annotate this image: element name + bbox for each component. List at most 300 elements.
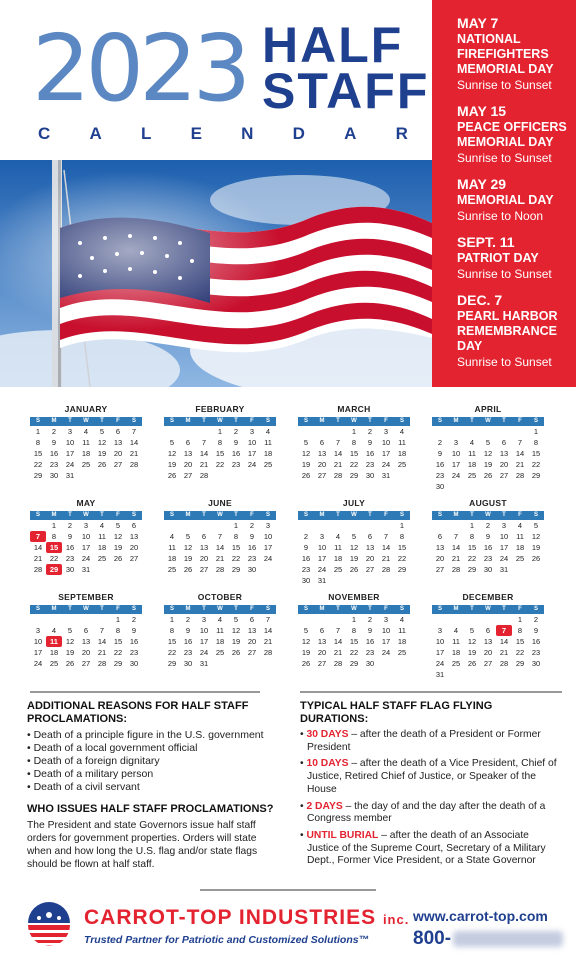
day-cell: 9 bbox=[233, 438, 239, 447]
empty-day-cell bbox=[212, 520, 228, 531]
day-cell: 14 bbox=[215, 543, 225, 552]
day-cell: 12 bbox=[231, 626, 241, 635]
day-cell: 2 bbox=[51, 427, 57, 436]
weekday-label: W bbox=[83, 512, 89, 518]
day-cell: 12 bbox=[531, 532, 541, 541]
weekday-label: W bbox=[351, 512, 357, 518]
empty-day-cell bbox=[362, 520, 378, 531]
day-cell: 18 bbox=[167, 554, 177, 563]
day-cell: 11 bbox=[216, 626, 224, 635]
month-calendar bbox=[298, 498, 410, 584]
weekday-label: W bbox=[217, 418, 223, 424]
duration-text: – the day of and the day after the death of a Congress member bbox=[307, 800, 546, 825]
empty-day-cell bbox=[94, 614, 110, 625]
weekday-header bbox=[432, 511, 544, 520]
day-cell: 23 bbox=[129, 648, 139, 657]
weekday-label: T bbox=[368, 418, 372, 424]
day-cell: 16 bbox=[483, 543, 493, 552]
day-cell: 20 bbox=[365, 554, 375, 563]
day-cell: 28 bbox=[129, 460, 139, 469]
day-cell: 14 bbox=[333, 449, 343, 458]
day-cell: 3 bbox=[83, 521, 89, 530]
day-cell: 10 bbox=[65, 438, 75, 447]
day-cell: 22 bbox=[467, 554, 477, 563]
subtitle-letter: L bbox=[141, 124, 152, 143]
title-half: HALF bbox=[262, 17, 404, 73]
day-cell: 27 bbox=[129, 554, 139, 563]
day-cell: 10 bbox=[435, 637, 445, 646]
day-cell: 27 bbox=[81, 659, 91, 668]
weekday-label: S bbox=[265, 512, 270, 518]
day-cell: 28 bbox=[499, 659, 509, 668]
day-cell: 23 bbox=[231, 460, 241, 469]
day-cell: 20 bbox=[483, 648, 493, 657]
day-cell: 14 bbox=[499, 637, 509, 646]
day-cell: 5 bbox=[185, 532, 191, 541]
day-cell: 22 bbox=[231, 554, 241, 563]
flag-image-icon bbox=[0, 160, 432, 387]
empty-day-cell bbox=[164, 426, 180, 437]
day-cell: 1 bbox=[517, 615, 523, 624]
durations-heading: TYPICAL HALF STAFF FLAG FLYING DURATIONS: bbox=[300, 700, 493, 725]
day-cell: 24 bbox=[381, 648, 391, 657]
day-cell: 24 bbox=[263, 554, 273, 563]
day-cell: 18 bbox=[97, 543, 107, 552]
month-calendar bbox=[298, 404, 410, 490]
day-cell: 14 bbox=[129, 438, 139, 447]
day-cell: 19 bbox=[183, 554, 193, 563]
weekday-header bbox=[432, 605, 544, 614]
weekday-label: F bbox=[116, 418, 120, 424]
title-header bbox=[0, 0, 432, 160]
day-cell: 16 bbox=[247, 543, 257, 552]
day-cell: 21 bbox=[199, 460, 209, 469]
day-cell: 9 bbox=[51, 438, 57, 447]
day-cell: 1 bbox=[399, 521, 405, 530]
day-cell: 30 bbox=[483, 565, 493, 574]
day-cell: 24 bbox=[381, 460, 391, 469]
empty-day-cell bbox=[62, 614, 78, 625]
day-cell: 7 bbox=[517, 438, 523, 447]
month-name: JANUARY bbox=[64, 404, 108, 414]
website-link[interactable]: www.carrot-top.com bbox=[413, 908, 548, 924]
weekday-label: S bbox=[35, 512, 40, 518]
month-name: SEPTEMBER bbox=[58, 592, 114, 602]
day-cell: 7 bbox=[217, 532, 223, 541]
day-cell: 5 bbox=[303, 438, 309, 447]
subtitle-letter: R bbox=[395, 124, 408, 143]
subtitle-letter: A bbox=[89, 124, 102, 143]
calendar-subtitle bbox=[38, 124, 408, 144]
brand-name bbox=[84, 906, 409, 930]
day-cell: 12 bbox=[301, 637, 311, 646]
day-cell: 30 bbox=[65, 565, 75, 574]
event-item bbox=[457, 103, 576, 166]
year-title: 2023 bbox=[32, 15, 247, 122]
day-cell: 10 bbox=[247, 438, 257, 447]
day-grid bbox=[30, 520, 142, 575]
day-cell: 17 bbox=[199, 637, 209, 646]
day-cell: 13 bbox=[499, 449, 509, 458]
empty-day-cell bbox=[480, 426, 496, 437]
day-cell: 7 bbox=[335, 626, 341, 635]
day-cell: 18 bbox=[451, 648, 461, 657]
empty-day-cell bbox=[432, 520, 448, 531]
empty-day-cell bbox=[78, 614, 94, 625]
day-cell: 26 bbox=[349, 565, 359, 574]
weekday-header bbox=[164, 605, 276, 614]
day-cell: 28 bbox=[451, 565, 461, 574]
day-cell: 4 bbox=[399, 427, 405, 436]
day-cell: 18 bbox=[263, 449, 273, 458]
weekday-header bbox=[164, 511, 276, 520]
weekday-label: M bbox=[185, 606, 191, 612]
day-cell: 27 bbox=[199, 565, 209, 574]
day-cell: 10 bbox=[499, 532, 509, 541]
day-cell: 30 bbox=[129, 659, 139, 668]
weekday-label: F bbox=[384, 606, 388, 612]
day-cell: 13 bbox=[435, 543, 445, 552]
event-name: MEMORIAL DAY bbox=[457, 193, 554, 207]
day-cell: 29 bbox=[33, 471, 43, 480]
weekday-label: W bbox=[485, 512, 491, 518]
event-name: NATIONAL FIREFIGHTERS MEMORIAL DAY bbox=[457, 32, 554, 76]
day-cell: 28 bbox=[199, 471, 209, 480]
day-cell: 4 bbox=[469, 438, 475, 447]
day-cell: 3 bbox=[501, 521, 507, 530]
day-cell: 18 bbox=[397, 449, 407, 458]
day-cell: 25 bbox=[397, 460, 407, 469]
day-cell: 11 bbox=[168, 543, 176, 552]
subtitle-letter: E bbox=[190, 124, 202, 143]
day-cell: 19 bbox=[113, 543, 123, 552]
day-cell: 17 bbox=[81, 543, 91, 552]
weekday-label: S bbox=[169, 606, 174, 612]
day-cell: 5 bbox=[99, 427, 105, 436]
day-cell: 17 bbox=[33, 648, 43, 657]
day-cell: 9 bbox=[533, 626, 539, 635]
day-cell: 1 bbox=[169, 615, 175, 624]
day-cell: 23 bbox=[49, 460, 59, 469]
day-cell: 10 bbox=[33, 637, 43, 646]
weekday-label: S bbox=[265, 606, 270, 612]
day-cell: 18 bbox=[467, 460, 477, 469]
day-cell: 24 bbox=[317, 565, 327, 574]
month-calendar bbox=[298, 592, 410, 678]
day-cell: 6 bbox=[319, 438, 325, 447]
day-cell: 31 bbox=[499, 565, 509, 574]
weekday-label: F bbox=[116, 512, 120, 518]
weekday-label: T bbox=[368, 606, 372, 612]
day-cell: 20 bbox=[499, 460, 509, 469]
month-calendar bbox=[30, 498, 142, 584]
day-cell: 3 bbox=[383, 615, 389, 624]
weekday-label: T bbox=[202, 606, 206, 612]
day-cell: 25 bbox=[397, 648, 407, 657]
day-cell: 29 bbox=[397, 565, 407, 574]
weekday-label: S bbox=[35, 418, 40, 424]
day-cell: 27 bbox=[113, 460, 123, 469]
day-cell: 5 bbox=[233, 615, 239, 624]
day-cell: 14 bbox=[263, 626, 273, 635]
weekday-label: T bbox=[202, 418, 206, 424]
day-cell: 26 bbox=[167, 471, 177, 480]
empty-day-cell bbox=[196, 520, 212, 531]
empty-day-cell bbox=[432, 426, 448, 437]
month-calendar bbox=[30, 592, 142, 678]
month-name: MARCH bbox=[337, 404, 371, 414]
day-cell: 17 bbox=[65, 449, 75, 458]
empty-day-cell bbox=[314, 614, 330, 625]
empty-day-cell bbox=[30, 520, 46, 531]
day-cell: 3 bbox=[201, 615, 207, 624]
day-cell: 8 bbox=[351, 438, 357, 447]
day-cell: 22 bbox=[33, 460, 43, 469]
weekday-header bbox=[30, 417, 142, 426]
subtitle-letter: N bbox=[241, 124, 254, 143]
weekday-label: T bbox=[470, 418, 474, 424]
weekday-label: S bbox=[437, 512, 442, 518]
duration-text: – after the death of an Associate Justice of the Supreme Court, Secretary of a Military Dept., Former Vice President, or a State Governor bbox=[307, 829, 546, 867]
day-cell: 31 bbox=[81, 565, 91, 574]
event-time: Sunrise to Sunset bbox=[457, 78, 552, 92]
day-cell: 8 bbox=[399, 532, 405, 541]
day-cell: 20 bbox=[435, 554, 445, 563]
day-cell: 18 bbox=[515, 543, 525, 552]
day-cell: 13 bbox=[483, 637, 493, 646]
day-cell: 9 bbox=[367, 626, 373, 635]
day-cell: 12 bbox=[97, 438, 107, 447]
day-cell: 5 bbox=[169, 438, 175, 447]
day-cell: 29 bbox=[515, 659, 525, 668]
empty-day-cell bbox=[30, 614, 46, 625]
day-cell: 25 bbox=[467, 471, 477, 480]
day-cell: 4 bbox=[517, 521, 523, 530]
weekday-label: S bbox=[533, 512, 538, 518]
day-cell: 5 bbox=[533, 521, 539, 530]
event-item bbox=[457, 176, 576, 224]
day-cell: 6 bbox=[501, 438, 507, 447]
weekday-label: W bbox=[217, 606, 223, 612]
day-cell: 16 bbox=[365, 637, 375, 646]
duration-lead: UNTIL BURIAL bbox=[306, 829, 379, 841]
day-cell: 2 bbox=[185, 615, 191, 624]
day-cell: 25 bbox=[167, 565, 177, 574]
weekday-label: M bbox=[185, 512, 191, 518]
empty-day-cell bbox=[448, 520, 464, 531]
day-cell: 4 bbox=[265, 427, 271, 436]
day-cell: 1 bbox=[233, 521, 239, 530]
weekday-label: T bbox=[202, 512, 206, 518]
weekday-label: F bbox=[384, 418, 388, 424]
day-cell: 10 bbox=[263, 532, 273, 541]
day-cell: 21 bbox=[333, 460, 343, 469]
day-cell: 29 bbox=[349, 471, 359, 480]
subtitle-letter: A bbox=[344, 124, 357, 143]
month-calendar bbox=[432, 498, 544, 584]
day-cell: 20 bbox=[317, 648, 327, 657]
day-cell: 12 bbox=[301, 449, 311, 458]
day-grid bbox=[432, 614, 544, 680]
day-cell: 3 bbox=[437, 626, 443, 635]
day-cell: 22 bbox=[349, 648, 359, 657]
empty-day-cell bbox=[496, 614, 512, 625]
day-cell: 6 bbox=[485, 626, 491, 635]
day-cell: 28 bbox=[381, 565, 391, 574]
weekday-label: T bbox=[234, 418, 238, 424]
day-cell: 23 bbox=[301, 565, 311, 574]
duration-item: • 30 DAYS – after the death of a President or Former President bbox=[300, 729, 541, 753]
day-cell: 26 bbox=[483, 471, 493, 480]
day-cell: 30 bbox=[531, 659, 541, 668]
day-cell: 27 bbox=[435, 565, 445, 574]
day-cell: 19 bbox=[467, 648, 477, 657]
day-cell: 6 bbox=[115, 427, 121, 436]
day-cell: 8 bbox=[217, 438, 223, 447]
weekday-label: T bbox=[68, 418, 72, 424]
weekday-label: M bbox=[319, 512, 325, 518]
day-cell: 10 bbox=[381, 438, 391, 447]
day-cell: 26 bbox=[301, 471, 311, 480]
day-cell: 21 bbox=[333, 648, 343, 657]
day-cell: 23 bbox=[483, 554, 493, 563]
day-cell: 3 bbox=[35, 626, 41, 635]
day-cell: 29 bbox=[349, 659, 359, 668]
day-cell: 20 bbox=[317, 460, 327, 469]
day-cell: 9 bbox=[131, 626, 137, 635]
day-cell: 16 bbox=[183, 637, 193, 646]
month-calendar bbox=[432, 592, 544, 678]
day-cell: 9 bbox=[249, 532, 255, 541]
day-cell: 20 bbox=[199, 554, 209, 563]
day-cell: 17 bbox=[381, 449, 391, 458]
day-grid bbox=[164, 426, 276, 481]
day-cell: 14 bbox=[333, 637, 343, 646]
day-cell: 15 bbox=[215, 449, 225, 458]
day-cell: 19 bbox=[349, 554, 359, 563]
event-name: PEARL HARBOR REMEMBRANCE DAY bbox=[457, 309, 558, 353]
weekday-label: F bbox=[518, 606, 522, 612]
weekday-label: W bbox=[351, 418, 357, 424]
day-cell: 13 bbox=[183, 449, 193, 458]
day-cell: 18 bbox=[49, 648, 59, 657]
day-cell: 1 bbox=[217, 427, 223, 436]
day-cell: 6 bbox=[367, 532, 373, 541]
day-grid bbox=[298, 520, 410, 586]
empty-day-cell bbox=[464, 614, 480, 625]
day-cell: 21 bbox=[97, 648, 107, 657]
month-name: OCTOBER bbox=[197, 592, 243, 602]
weekday-label: T bbox=[100, 512, 104, 518]
weekday-header bbox=[432, 417, 544, 426]
day-cell: 23 bbox=[247, 554, 257, 563]
empty-day-cell bbox=[314, 426, 330, 437]
weekday-label: T bbox=[336, 512, 340, 518]
who-text: The President and state Governors issue half staff orders for government properties. Orders will state when and how long the U.S. flag and/or state flags should be flown at half staff. bbox=[27, 820, 258, 870]
day-cell: 2 bbox=[303, 532, 309, 541]
month-calendar bbox=[30, 404, 142, 490]
day-cell: 16 bbox=[65, 543, 75, 552]
weekday-header bbox=[298, 417, 410, 426]
day-cell: 5 bbox=[351, 532, 357, 541]
day-cell: 16 bbox=[365, 449, 375, 458]
weekday-label: S bbox=[303, 512, 308, 518]
weekday-label: T bbox=[336, 418, 340, 424]
empty-day-cell bbox=[480, 614, 496, 625]
weekday-label: M bbox=[319, 606, 325, 612]
day-cell: 11 bbox=[82, 438, 90, 447]
empty-day-cell bbox=[378, 520, 394, 531]
day-cell: 18 bbox=[333, 554, 343, 563]
weekday-label: S bbox=[265, 418, 270, 424]
empty-day-cell bbox=[496, 426, 512, 437]
day-cell: 13 bbox=[129, 532, 139, 541]
duration-lead: 2 DAYS bbox=[306, 800, 343, 812]
day-cell: 26 bbox=[301, 659, 311, 668]
day-cell: 6 bbox=[185, 438, 191, 447]
day-cell: 11 bbox=[468, 449, 476, 458]
day-cell: 11 bbox=[516, 532, 524, 541]
day-cell: 14 bbox=[97, 637, 107, 646]
half-staff-day: 29 bbox=[46, 564, 62, 575]
day-cell: 14 bbox=[451, 543, 461, 552]
half-staff-day: 7 bbox=[30, 531, 46, 542]
day-cell: 29 bbox=[467, 565, 477, 574]
day-cell: 5 bbox=[469, 626, 475, 635]
weekday-label: S bbox=[437, 418, 442, 424]
day-cell: 26 bbox=[97, 460, 107, 469]
day-cell: 8 bbox=[533, 438, 539, 447]
day-cell: 23 bbox=[65, 554, 75, 563]
day-cell: 9 bbox=[303, 543, 309, 552]
weekday-label: W bbox=[485, 418, 491, 424]
empty-day-cell bbox=[180, 426, 196, 437]
weekday-label: S bbox=[131, 512, 136, 518]
day-cell: 20 bbox=[113, 449, 123, 458]
day-grid bbox=[30, 614, 142, 669]
day-cell: 21 bbox=[263, 637, 273, 646]
day-cell: 12 bbox=[113, 532, 123, 541]
day-cell: 6 bbox=[131, 521, 137, 530]
month-calendar bbox=[164, 404, 276, 490]
day-cell: 31 bbox=[65, 471, 75, 480]
day-cell: 7 bbox=[201, 438, 207, 447]
empty-day-cell bbox=[164, 520, 180, 531]
day-cell: 2 bbox=[131, 615, 137, 624]
list-item: • Death of a local government official bbox=[27, 742, 282, 755]
month-calendar bbox=[164, 498, 276, 584]
day-cell: 3 bbox=[383, 427, 389, 436]
empty-day-cell bbox=[512, 426, 528, 437]
day-cell: 13 bbox=[199, 543, 209, 552]
day-cell: 4 bbox=[217, 615, 223, 624]
day-cell: 2 bbox=[485, 521, 491, 530]
day-cell: 12 bbox=[467, 637, 477, 646]
day-cell: 27 bbox=[499, 471, 509, 480]
weekday-label: M bbox=[51, 418, 57, 424]
day-cell: 19 bbox=[65, 648, 75, 657]
day-cell: 13 bbox=[113, 438, 123, 447]
day-cell: 19 bbox=[483, 460, 493, 469]
day-cell: 17 bbox=[381, 637, 391, 646]
day-cell: 8 bbox=[115, 626, 121, 635]
day-cell: 25 bbox=[333, 565, 343, 574]
day-cell: 28 bbox=[33, 565, 43, 574]
day-cell: 12 bbox=[167, 449, 177, 458]
weekday-label: S bbox=[399, 606, 404, 612]
day-cell: 30 bbox=[183, 659, 193, 668]
day-cell: 5 bbox=[485, 438, 491, 447]
